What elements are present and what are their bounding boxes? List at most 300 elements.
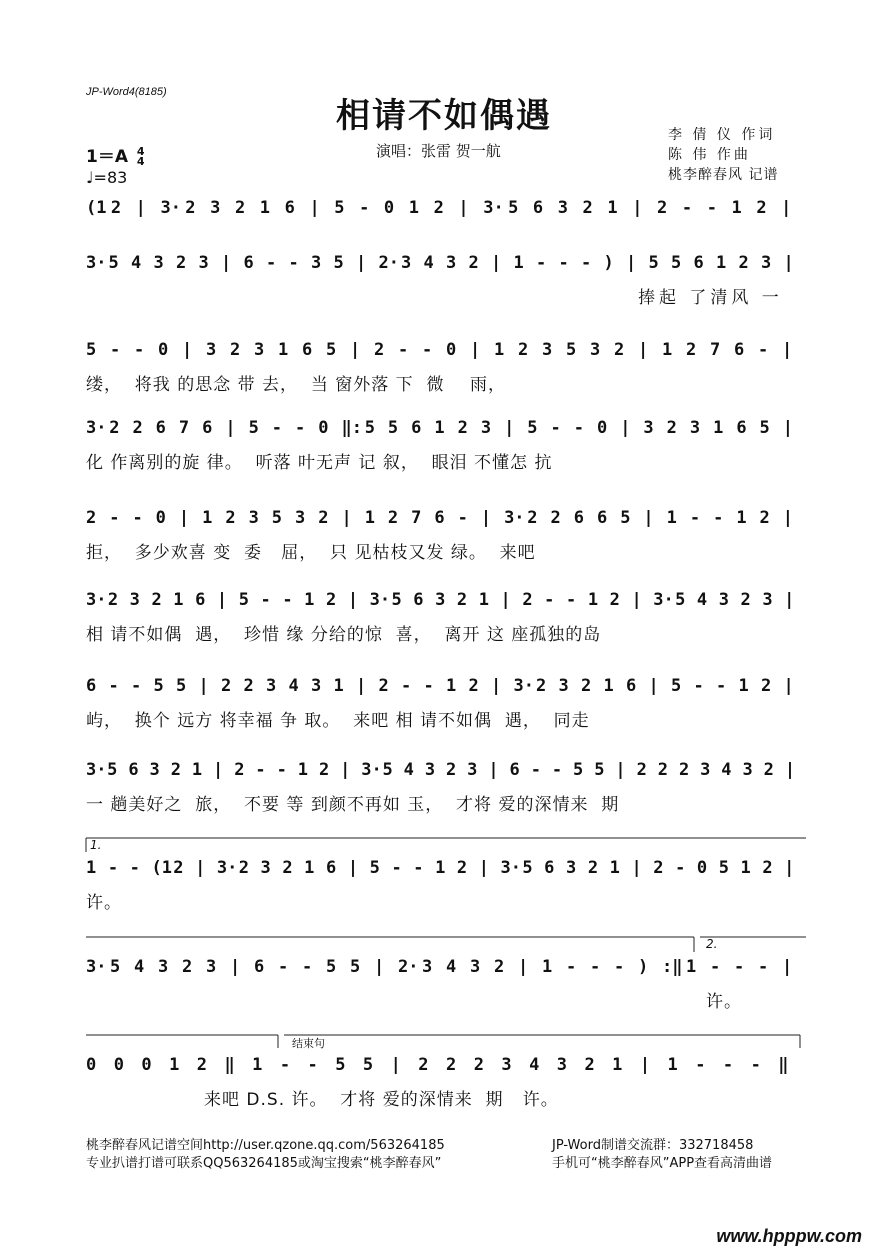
note: 6 bbox=[302, 340, 313, 360]
note: 3 bbox=[557, 198, 568, 218]
time-bottom: 4 bbox=[136, 155, 145, 168]
barline: | bbox=[500, 590, 511, 610]
note: 2 bbox=[170, 760, 181, 780]
note: 3 bbox=[700, 760, 711, 780]
note: 5 bbox=[350, 957, 361, 977]
note: - bbox=[302, 957, 313, 977]
note: 5 bbox=[620, 508, 631, 528]
note: 1 bbox=[686, 957, 697, 977]
note: 6 bbox=[254, 957, 265, 977]
note: 2 bbox=[110, 198, 122, 218]
note: - bbox=[391, 858, 402, 878]
note: ) bbox=[638, 957, 649, 977]
note: 3 bbox=[129, 590, 140, 610]
note: 2 bbox=[446, 760, 457, 780]
note: 2 bbox=[581, 676, 592, 696]
barline: | bbox=[216, 590, 228, 610]
barline: | bbox=[518, 957, 529, 977]
note: 3 bbox=[198, 253, 209, 273]
note: 5 bbox=[508, 198, 519, 218]
barline: | bbox=[781, 198, 792, 218]
note: 2 bbox=[318, 760, 330, 780]
lyrics-line: 许。 bbox=[706, 992, 742, 1012]
note: 2 bbox=[609, 590, 620, 610]
singer-credit: 演唱：张雷 贺一航 bbox=[376, 142, 501, 160]
note: 1 bbox=[304, 858, 315, 878]
note: 7 bbox=[411, 508, 422, 528]
website-watermark: www.hpppw.com bbox=[716, 1226, 862, 1246]
lyrics-line: 拒， 多少欢喜 变 委 屈， 只 见枯枝又发 绿。 来吧 bbox=[86, 543, 536, 563]
note: - bbox=[614, 957, 625, 977]
note: 5 bbox=[671, 253, 682, 273]
note: 3 bbox=[295, 508, 306, 528]
note: 5 bbox=[759, 418, 770, 438]
note: 5 bbox=[108, 253, 119, 273]
note: 4 bbox=[446, 957, 457, 977]
note: - bbox=[713, 508, 724, 528]
note: 3 bbox=[260, 858, 271, 878]
note: 3 bbox=[566, 858, 577, 878]
note: 6 bbox=[202, 418, 213, 438]
note: 2 bbox=[756, 198, 767, 218]
note: 1 bbox=[173, 590, 184, 610]
transcriber-credit: 桃李醉春风 记谱 bbox=[668, 167, 779, 183]
barline: | bbox=[620, 418, 631, 438]
note: 0 bbox=[696, 858, 708, 878]
note: 3 bbox=[718, 590, 729, 610]
note: 2 bbox=[418, 1055, 429, 1075]
song-title: 相请不如偶遇 bbox=[336, 96, 552, 136]
note: 2 bbox=[536, 676, 547, 696]
note: 2 bbox=[494, 957, 505, 977]
note: 2 bbox=[738, 253, 749, 273]
note: 2 bbox=[614, 340, 625, 360]
note: 1 bbox=[408, 198, 419, 218]
note: 3 bbox=[206, 957, 217, 977]
barline: | bbox=[784, 760, 796, 780]
note: 3· bbox=[86, 418, 107, 438]
note: 1 bbox=[202, 508, 213, 528]
footer-contact: 专业扒谱打谱可联系QQ563264185或淘宝搜索“桃李醉春风” bbox=[86, 1156, 442, 1171]
note: 2 bbox=[759, 508, 770, 528]
barline: | bbox=[643, 508, 654, 528]
lyrics-line: 屿， 换个 远方 将幸福 争 取。 来吧 相 请不如偶 遇， 同走 bbox=[86, 711, 590, 731]
note: 5 bbox=[527, 418, 538, 438]
note: - bbox=[551, 760, 563, 780]
note: 1 bbox=[662, 340, 673, 360]
note: 2 bbox=[282, 858, 293, 878]
note: 3· bbox=[86, 590, 107, 610]
note: 1 bbox=[333, 676, 344, 696]
note: 1 bbox=[603, 676, 614, 696]
note: 1 bbox=[446, 676, 457, 696]
barline: | bbox=[639, 1055, 651, 1075]
lyrics-line: 化 作离别的旋 律。 听落 叶无声 记 叙， 眼泪 不懂怎 抗 bbox=[86, 453, 553, 473]
note: - bbox=[131, 676, 142, 696]
note: - bbox=[108, 676, 119, 696]
footer-group: JP-Word制谱交流群：332718458 bbox=[552, 1138, 754, 1153]
note: 5 bbox=[335, 1055, 346, 1075]
note: 2 bbox=[107, 590, 119, 610]
footer-qzone: 桃李醉春风记谱空间http://user.qzone.qq.com/563264185 bbox=[86, 1138, 445, 1153]
note: 6 bbox=[413, 590, 424, 610]
note: 6 bbox=[544, 858, 555, 878]
note: 2 bbox=[582, 198, 593, 218]
note: 5 bbox=[382, 760, 393, 780]
note: 3 bbox=[254, 340, 265, 360]
barline: | bbox=[356, 676, 367, 696]
note: 3· bbox=[504, 508, 525, 528]
note: 1 bbox=[494, 340, 505, 360]
note: 3 bbox=[266, 676, 277, 696]
note: 1 bbox=[731, 198, 742, 218]
note: 5 bbox=[86, 340, 97, 360]
note: 1 bbox=[297, 760, 308, 780]
note: 4 bbox=[288, 676, 299, 696]
note: 1 bbox=[259, 198, 271, 218]
note: 5 bbox=[594, 760, 605, 780]
note: 2 bbox=[196, 1055, 208, 1075]
note: 6 bbox=[596, 508, 608, 528]
note: 2 bbox=[234, 760, 245, 780]
note: 2 bbox=[584, 1055, 595, 1075]
note: 3· bbox=[160, 198, 181, 218]
note: 3 bbox=[153, 253, 164, 273]
note: - bbox=[734, 957, 745, 977]
note: 6 bbox=[195, 590, 206, 610]
section-label: 结束句 bbox=[292, 1037, 325, 1050]
note: 7 bbox=[178, 418, 190, 438]
lyrics-line: 一 趟美好之 旅， 不要 等 到颜不再如 玉， 才将 爱的深情来 期 bbox=[86, 795, 620, 815]
barline: | bbox=[225, 418, 236, 438]
note: 0 bbox=[446, 340, 457, 360]
barline: | bbox=[491, 253, 502, 273]
barline: | bbox=[784, 858, 795, 878]
note: - bbox=[750, 1055, 761, 1075]
note: 1 bbox=[612, 1055, 623, 1075]
note: - bbox=[566, 590, 577, 610]
note: - bbox=[681, 198, 693, 218]
note: - bbox=[689, 508, 701, 528]
note: 1 bbox=[736, 508, 747, 528]
barline: | bbox=[374, 957, 385, 977]
note: 2 bbox=[387, 508, 399, 528]
note: 1 bbox=[191, 760, 203, 780]
note: 6 bbox=[326, 858, 337, 878]
note: 2 bbox=[225, 508, 236, 528]
note: 3 bbox=[206, 340, 217, 360]
note: 2 bbox=[527, 508, 538, 528]
lyrics-line: 捧起 了清风 一 bbox=[638, 288, 783, 308]
note: 3 bbox=[470, 957, 481, 977]
note: 3· bbox=[361, 760, 382, 780]
note: 1 bbox=[713, 418, 724, 438]
note: 3 bbox=[590, 340, 601, 360]
lyrics-line: 许。 bbox=[86, 893, 122, 913]
note: - bbox=[288, 253, 299, 273]
note: 5 bbox=[573, 760, 584, 780]
note: 6 bbox=[284, 198, 295, 218]
note: 0 bbox=[155, 508, 166, 528]
note: 2 bbox=[657, 198, 668, 218]
barline: | bbox=[626, 253, 637, 273]
barline: | bbox=[782, 957, 793, 977]
note: 1 bbox=[513, 253, 524, 273]
note: 2 bbox=[473, 1055, 484, 1075]
note: 5 bbox=[522, 858, 533, 878]
note: 1 bbox=[740, 858, 751, 878]
note: 5 bbox=[107, 760, 118, 780]
note: 4 bbox=[131, 253, 142, 273]
barline: | bbox=[347, 858, 359, 878]
note: 5 bbox=[387, 418, 399, 438]
note: 2 bbox=[666, 418, 677, 438]
note: 2 bbox=[761, 676, 772, 696]
note: - bbox=[279, 1055, 291, 1075]
tempo-marking: ♩=83 bbox=[86, 168, 128, 187]
barline: | bbox=[491, 676, 502, 696]
note: 2 bbox=[221, 676, 232, 696]
note: - bbox=[307, 1055, 318, 1075]
note: 2 bbox=[109, 418, 120, 438]
barline: | bbox=[341, 508, 352, 528]
note: 2 bbox=[238, 858, 249, 878]
note: 5 bbox=[718, 858, 729, 878]
note: - bbox=[550, 418, 561, 438]
note: 3 bbox=[761, 253, 772, 273]
note: 3 bbox=[435, 590, 446, 610]
note: - bbox=[590, 957, 601, 977]
note: 6 bbox=[128, 760, 139, 780]
barline: | bbox=[632, 198, 643, 218]
note: - bbox=[693, 676, 704, 696]
note: - bbox=[423, 676, 434, 696]
note: 5 bbox=[238, 590, 249, 610]
note: 5 bbox=[675, 590, 686, 610]
note: 3 bbox=[762, 590, 773, 610]
lyricist-credit: 李 倩 仪 作词 bbox=[668, 127, 776, 143]
note: 5 bbox=[671, 676, 682, 696]
footer-app: 手机可“桃李醉春风”APP查看高清曲谱 bbox=[552, 1156, 773, 1171]
note: 2· bbox=[398, 957, 419, 977]
barline: | bbox=[221, 253, 232, 273]
note: 3 bbox=[149, 760, 160, 780]
note: 2 bbox=[151, 590, 162, 610]
note: - bbox=[295, 418, 306, 438]
note: 2 bbox=[374, 340, 385, 360]
note: - bbox=[107, 858, 119, 878]
note: 7 bbox=[710, 340, 721, 360]
note: 3 bbox=[422, 957, 433, 977]
note: 2 bbox=[234, 198, 246, 218]
note: 2 bbox=[457, 418, 468, 438]
note: 4 bbox=[696, 590, 708, 610]
note: 4 bbox=[721, 760, 732, 780]
barline: ‖: bbox=[341, 418, 362, 438]
note: 2 bbox=[653, 858, 664, 878]
note: 2 bbox=[182, 957, 193, 977]
note: 0 bbox=[86, 1055, 97, 1075]
note: 5 bbox=[153, 676, 164, 696]
note: 1 bbox=[435, 858, 446, 878]
barline: | bbox=[350, 340, 361, 360]
key-label: 1＝A bbox=[86, 147, 128, 167]
note: 3 bbox=[556, 1055, 568, 1075]
note: 6 bbox=[243, 253, 254, 273]
barline: | bbox=[135, 198, 146, 218]
note: 3 bbox=[480, 418, 492, 438]
note: 6 bbox=[734, 340, 745, 360]
note: 3 bbox=[542, 340, 553, 360]
note: - bbox=[398, 340, 409, 360]
note: 1 bbox=[738, 676, 749, 696]
note: 1 bbox=[364, 508, 375, 528]
note: 5 bbox=[566, 340, 577, 360]
note: 5 bbox=[369, 858, 380, 878]
barline: | bbox=[782, 418, 794, 438]
note: - bbox=[695, 1055, 706, 1075]
barline: | bbox=[648, 676, 659, 696]
note: 3 bbox=[248, 508, 259, 528]
note: - bbox=[758, 340, 769, 360]
note: 1 bbox=[666, 508, 677, 528]
note: - bbox=[544, 590, 555, 610]
note: 4 bbox=[529, 1055, 540, 1075]
note: 6 bbox=[411, 418, 422, 438]
barline: | bbox=[198, 676, 209, 696]
note: 2 bbox=[446, 1055, 457, 1075]
barline: | bbox=[615, 760, 626, 780]
barline: | bbox=[631, 858, 642, 878]
note: - bbox=[536, 253, 547, 273]
barline: | bbox=[638, 340, 649, 360]
note: 5 bbox=[326, 957, 337, 977]
note: 2 bbox=[456, 590, 468, 610]
note: - bbox=[271, 418, 283, 438]
lyrics-line: 来吧 D.S. 许。 才将 爱的深情来 期 许。 bbox=[204, 1090, 559, 1110]
barline: | bbox=[213, 760, 224, 780]
note: 2 bbox=[456, 858, 468, 878]
note: 3· bbox=[513, 676, 534, 696]
barline: | bbox=[458, 198, 469, 218]
note: 2 bbox=[468, 253, 479, 273]
note: 2 bbox=[762, 858, 773, 878]
barline: | bbox=[480, 508, 492, 528]
note: 1 bbox=[609, 858, 620, 878]
note: 5 bbox=[391, 590, 402, 610]
note: - bbox=[566, 957, 577, 977]
note: 6 bbox=[155, 418, 166, 438]
note: 5 bbox=[333, 253, 344, 273]
note: 0 bbox=[113, 1055, 124, 1075]
note: 2 bbox=[678, 760, 690, 780]
note: - bbox=[530, 760, 541, 780]
note: 0 bbox=[318, 418, 329, 438]
note: 6 bbox=[532, 198, 544, 218]
note: - bbox=[359, 198, 370, 218]
note: 5 bbox=[364, 418, 375, 438]
note: 3· bbox=[483, 198, 504, 218]
note: 6 bbox=[693, 253, 704, 273]
lyrics-line: 相 请不如偶 遇， 珍惜 缘 分给的惊 喜， 离开 这 座孤独的岛 bbox=[86, 625, 602, 645]
composer-credit: 陈 伟 作曲 bbox=[668, 147, 751, 163]
note: 2 bbox=[657, 760, 668, 780]
barline: | bbox=[309, 198, 320, 218]
note: (1 bbox=[151, 858, 172, 878]
note: - bbox=[276, 760, 287, 780]
note: 0 bbox=[158, 340, 169, 360]
note: 1 bbox=[716, 253, 727, 273]
note: - bbox=[710, 957, 721, 977]
note: 2 bbox=[740, 590, 751, 610]
note: - bbox=[706, 198, 717, 218]
note: 2 bbox=[587, 858, 599, 878]
note: 5 bbox=[326, 340, 337, 360]
note: - bbox=[129, 858, 140, 878]
note: 4 bbox=[403, 760, 414, 780]
note: 4 bbox=[423, 253, 434, 273]
note: 2 bbox=[636, 760, 647, 780]
note: - bbox=[758, 957, 769, 977]
barline: | bbox=[470, 340, 481, 360]
note: 1 bbox=[169, 1055, 180, 1075]
note: 6 bbox=[434, 508, 445, 528]
note: 3 bbox=[446, 253, 457, 273]
note: 5 bbox=[271, 508, 283, 528]
note: 3 bbox=[210, 198, 221, 218]
note: 6 bbox=[509, 760, 520, 780]
note: - bbox=[413, 858, 424, 878]
barline: | bbox=[782, 340, 793, 360]
barline: | bbox=[784, 590, 795, 610]
note: 2 bbox=[522, 590, 533, 610]
note: 3 bbox=[689, 418, 701, 438]
note: 3 bbox=[643, 418, 654, 438]
note: 3 bbox=[158, 957, 169, 977]
note: 1 bbox=[304, 590, 315, 610]
barline: :‖ bbox=[662, 957, 683, 977]
barline: | bbox=[504, 418, 515, 438]
barline: ‖ bbox=[224, 1055, 235, 1075]
note: 1 bbox=[86, 858, 97, 878]
note: 3· bbox=[86, 760, 107, 780]
note: 3 bbox=[401, 253, 412, 273]
note: 5 bbox=[176, 676, 187, 696]
note: 2 bbox=[686, 340, 697, 360]
note: 2 bbox=[433, 198, 444, 218]
note: - bbox=[278, 957, 289, 977]
note: 2 bbox=[518, 340, 529, 360]
note: 3 bbox=[424, 760, 436, 780]
note: - bbox=[109, 508, 120, 528]
time-top: 4 bbox=[136, 145, 145, 158]
barline: ‖ bbox=[778, 1055, 789, 1075]
barline: | bbox=[230, 957, 241, 977]
note: 1 bbox=[434, 418, 445, 438]
note: 3 bbox=[501, 1055, 512, 1075]
barline: | bbox=[195, 858, 206, 878]
note: 2 bbox=[378, 676, 389, 696]
note: - bbox=[422, 340, 433, 360]
note: 3· bbox=[369, 590, 391, 610]
note: 1 bbox=[587, 590, 599, 610]
note: 3· bbox=[216, 858, 238, 878]
note: 5 bbox=[248, 418, 259, 438]
note: 3· bbox=[86, 253, 107, 273]
note: - bbox=[266, 253, 277, 273]
barline: | bbox=[356, 253, 367, 273]
note: 2· bbox=[378, 253, 399, 273]
